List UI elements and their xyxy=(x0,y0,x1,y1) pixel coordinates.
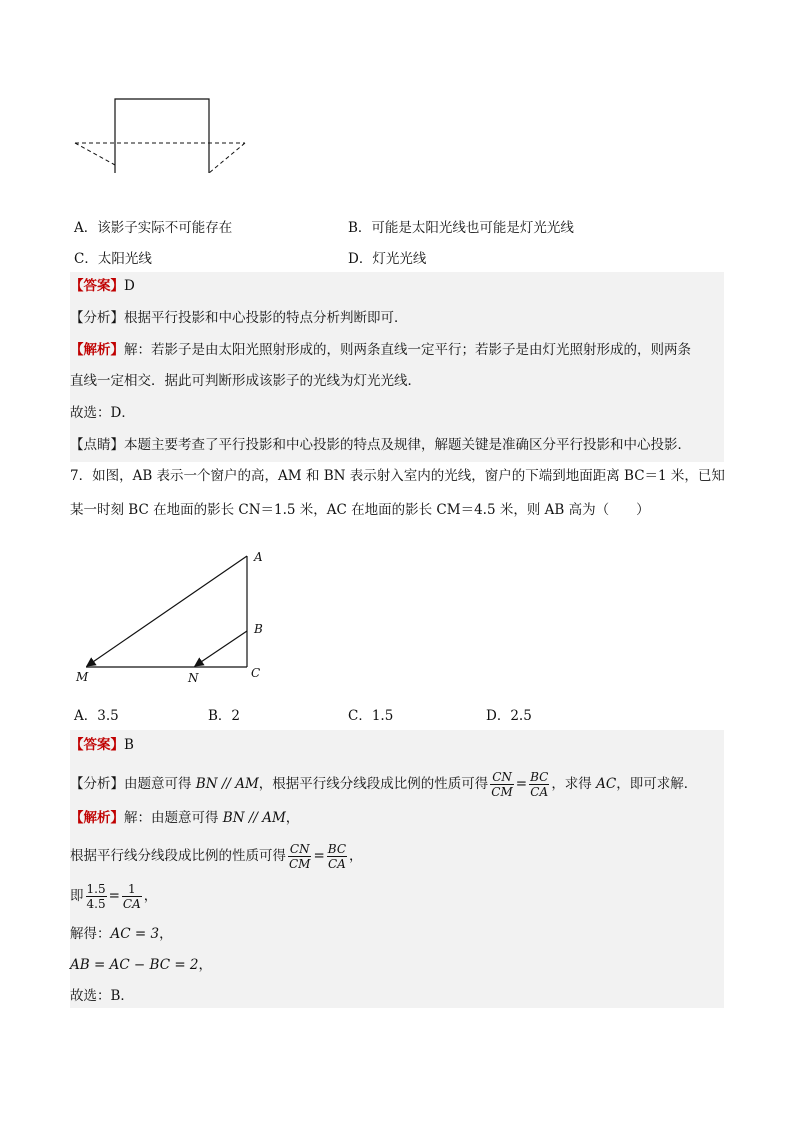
q7-option-c: C．1.5 xyxy=(348,708,394,724)
q7-answer xyxy=(70,735,134,755)
answer-tag: 【答案】 xyxy=(70,737,124,753)
analysis-mid: ，根据平行线分线段成比例的性质可得 xyxy=(258,776,489,792)
q7-stem-line-1: 7．如图，AB 表示一个窗户的高，AM 和 BN 表示射入室内的光线，窗户的下端到地面距离 BC＝1 米，已知 xyxy=(70,468,725,484)
q6-answer xyxy=(70,276,135,296)
label-a: A xyxy=(254,550,263,564)
analysis-post-1: ，求得 xyxy=(551,776,597,792)
fraction-cn-cm: $\frac{CN}{CM}$ xyxy=(289,842,311,871)
q7-solve-line: 解得：AC = 3， xyxy=(70,926,173,942)
ji-text: 即 xyxy=(70,888,84,904)
fraction-bc-ca: $\frac{BC}{CA}$ xyxy=(327,842,347,871)
q6-choose: 故选：D． xyxy=(70,405,135,421)
solution-pre: 解：由题意可得 xyxy=(124,810,223,826)
answer-value: D xyxy=(124,278,135,294)
analysis-post-2: ，即可求解． xyxy=(616,776,698,792)
answer-value: B xyxy=(124,737,134,753)
q6-option-b: B．可能是太阳光线也可能是灯光光线 xyxy=(348,220,574,236)
comment-tag: 【点睛】 xyxy=(70,437,124,453)
comment-text: 本题主要考查了平行投影和中心投影的特点及规律，解题关键是准确区分平行投影和中心投影． xyxy=(124,437,691,453)
q6-solution-line-1 xyxy=(70,340,691,360)
equals: = xyxy=(108,888,120,904)
analysis-text: 根据平行投影和中心投影的特点分析判断即可． xyxy=(124,310,408,326)
q7-analysis xyxy=(70,770,697,799)
ac-equation: AC = 3 xyxy=(110,926,160,942)
analysis-pre: 由题意可得 xyxy=(124,776,196,792)
parallel-expr: BN // AM xyxy=(195,776,259,792)
label-b: B xyxy=(254,622,263,636)
q7-option-d: D．2.5 xyxy=(486,708,532,724)
shadow-figure xyxy=(70,92,250,182)
solution-tag: 【解析】 xyxy=(70,810,124,826)
equals: = xyxy=(313,848,325,864)
q6-option-a: A．该影子实际不可能存在 xyxy=(74,220,233,236)
q6-comment xyxy=(70,435,691,455)
q7-option-a: A．3.5 xyxy=(74,708,119,724)
fraction-cn-cm: $\frac{CN}{CM}$ xyxy=(491,770,513,799)
fraction-1-ca: $\frac{1}{CA}$ xyxy=(122,882,141,911)
ac-symbol: AC xyxy=(596,776,617,792)
label-n: N xyxy=(188,671,199,685)
fraction-bc-ca: $\frac{BC}{CA}$ xyxy=(530,770,549,799)
parallel-expr: BN // AM xyxy=(222,810,286,826)
label-m: M xyxy=(76,670,89,684)
equals: = xyxy=(515,776,528,792)
q7-ratio-line: 即 $\frac{1.5}{4.5}$ = $\frac{1}{CA}$ ， xyxy=(70,882,158,911)
prop-text: 根据平行线分线段成比例的性质可得 xyxy=(70,848,286,864)
label-c: C xyxy=(251,666,261,680)
solution-tag: 【解析】 xyxy=(70,342,124,358)
q7-option-b: B．2 xyxy=(208,708,241,724)
q6-option-d: D．灯光光线 xyxy=(348,251,427,267)
solution-text-1: 解：若影子是由太阳光照射形成的，则两条直线一定平行；若影子是由灯光照射形成的，则两条 xyxy=(124,342,691,358)
q7-ab-line: AB = AC − BC = 2， xyxy=(70,957,213,973)
q6-option-c: C．太阳光线 xyxy=(74,251,152,267)
ab-equation: AB = AC − BC = 2 xyxy=(70,957,199,973)
q7-stem-line-2: 某一时刻 BC 在地面的影长 CN＝1.5 米，AC 在地面的影长 CM＝4.5 米，则 AB 高为（ ） xyxy=(70,502,650,518)
analysis-tag: 【分析】 xyxy=(70,310,124,326)
q7-solution-line-1: 【解析】解：由题意可得 BN // AM， xyxy=(70,810,300,826)
window-shadow-figure xyxy=(70,545,280,685)
analysis-tag: 【分析】 xyxy=(70,776,124,792)
q7-proportion-line: 根据平行线分线段成比例的性质可得 $\frac{CN}{CM}$ = $\frac{BC}{CA}$ ， xyxy=(70,842,363,871)
q6-solution-block xyxy=(70,272,724,462)
q6-solution-line-2: 直线一定相交．据此可判断形成该影子的光线为灯光光线． xyxy=(70,373,421,389)
answer-tag: 【答案】 xyxy=(70,278,124,294)
fraction-15-45: $\frac{1.5}{4.5}$ xyxy=(86,882,106,911)
solve-text: 解得： xyxy=(70,926,111,942)
q7-choose: 故选：B． xyxy=(70,988,134,1004)
q6-analysis xyxy=(70,308,408,328)
